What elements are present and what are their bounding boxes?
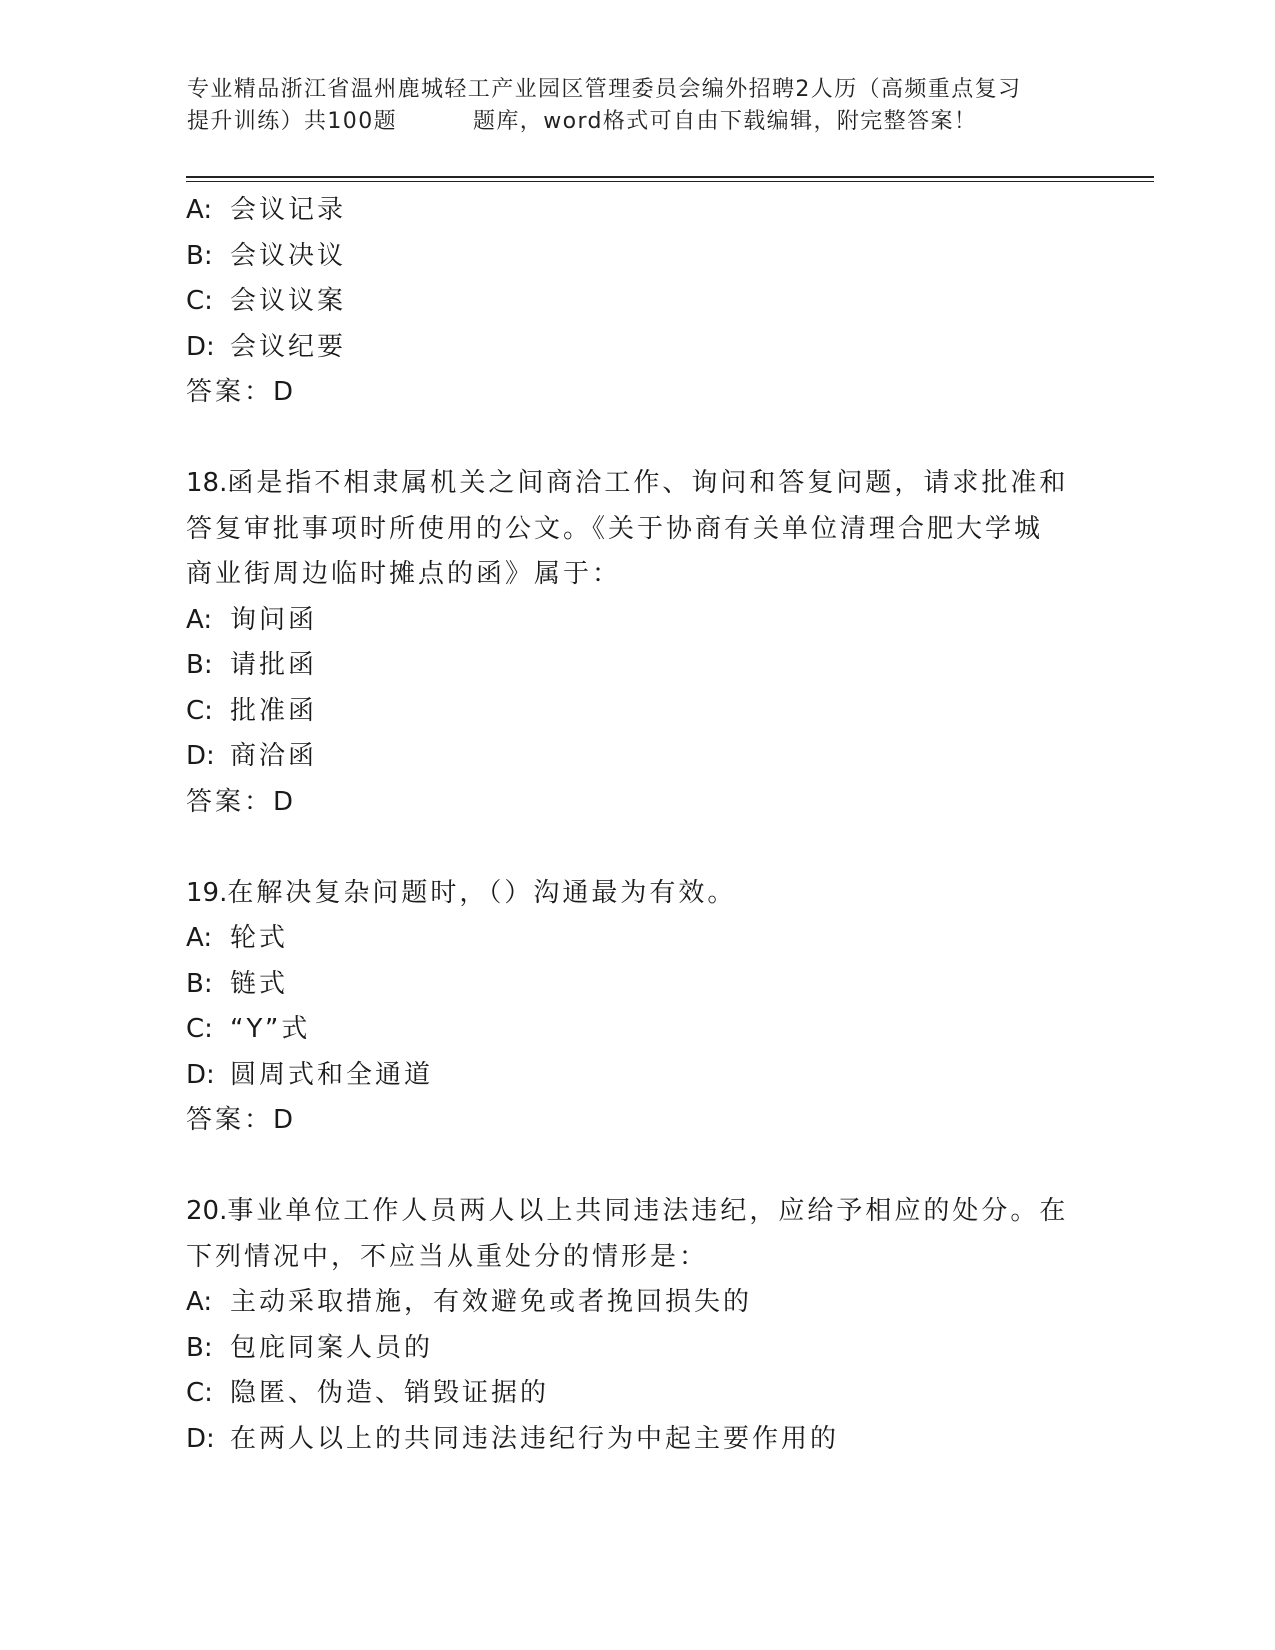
option-b: B: 请批函 [186,650,318,680]
question-20 [186,1189,1086,1462]
header-divider-thin [186,181,1154,182]
option-b: B: 会议决议 [186,240,347,271]
option-c: C: “Y”式 [186,1014,311,1044]
question-number: 18. [186,468,228,498]
header-line-1: 专业精品浙江省温州鹿城轻工产业园区管理委员会编外招聘2人历（高频重点复习 [187,77,1022,102]
option-b: B: 链式 [186,968,289,999]
header-divider-thick [186,176,1154,178]
answer-19: 答案：D [186,1105,297,1135]
header-line-2a: 提升训练）共100题 [187,109,397,134]
option-a: A: 询问函 [186,604,318,635]
option-a: A: 轮式 [186,923,289,953]
question-stem-line: 19.在解决复杂问题时，（）沟通最为有效。 [186,877,737,908]
question-stem-line: 20.事业单位工作人员两人以上共同违法违纪，应给予相应的处分。在 [186,1196,1069,1226]
question-list [186,188,1086,1462]
document-header [187,74,1087,138]
option-b: B: 包庇同案人员的 [186,1332,434,1363]
option-c: C: 隐匿、伪造、销毁证据的 [186,1378,550,1408]
question-19 [186,871,1086,1144]
option-d: D: 在两人以上的共同违法违纪行为中起主要作用的 [186,1423,840,1454]
answer-17: 答案：D [186,377,297,407]
option-c: C: 会议议案 [186,286,347,316]
question-17 [186,188,1086,416]
header-line-2 [187,106,1087,138]
option-a: A: 主动采取措施，有效避免或者挽回损失的 [186,1287,753,1317]
option-d: D: 商洽函 [186,741,318,771]
question-number: 19. [186,877,228,908]
question-stem-line: 下列情况中，不应当从重处分的情形是： [186,1241,709,1272]
question-number: 20. [186,1196,228,1226]
header-line-2b: 题库，word格式可自由下载编辑，附完整答案！ [473,109,978,134]
question-stem-line: 18.函是指不相隶属机关之间商洽工作、询问和答复问题，请求批准和 [186,468,1069,498]
answer-18: 答案：D [186,786,297,817]
option-d: D: 圆周式和全通道 [186,1059,434,1090]
question-18 [186,461,1086,825]
option-d: D: 会议纪要 [186,331,347,362]
option-a: A: 会议记录 [186,195,347,225]
option-c: C: 批准函 [186,695,318,726]
question-stem-line: 答复审批事项时所使用的公文。《关于协商有关单位清理合肥大学城 [186,513,1044,544]
question-stem-line: 商业街周边临时摊点的函》属于： [186,559,622,589]
